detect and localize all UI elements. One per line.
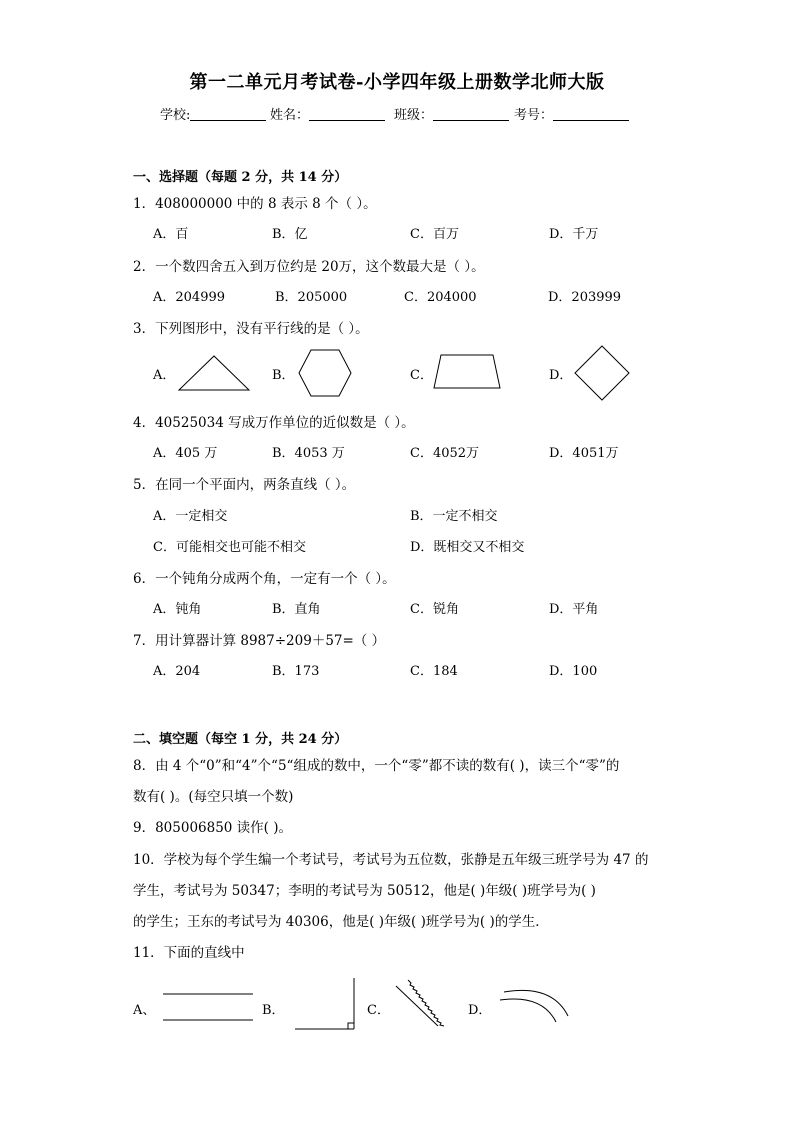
- q2-option-d[interactable]: D．203999: [548, 290, 622, 305]
- q11-text: 11．下面的直线中: [133, 945, 245, 961]
- q6-text: 6．一个钝角分成两个角，一定有一个（ ）。: [133, 571, 396, 587]
- q4-text: 4．40525034 写成万作单位的近似数是（ ）。: [133, 415, 415, 431]
- q5-option-a[interactable]: A．一定相交: [153, 509, 228, 524]
- q1-option-d[interactable]: D．千万: [549, 227, 599, 242]
- q7-option-b[interactable]: B．173: [272, 664, 320, 679]
- right-angle-figure: [294, 976, 358, 1032]
- q7-option-c[interactable]: C．184: [410, 664, 458, 679]
- q2-option-a[interactable]: A．204999: [153, 290, 226, 305]
- number-label: 考号：: [514, 108, 554, 123]
- q8-line1: 8．由 4 个“0”和“4”个“5“组成的数中，一个“零”都不读的数有( )，读三个“零”的: [133, 758, 620, 774]
- q3-option-b[interactable]: B．: [272, 368, 295, 383]
- q3-option-a[interactable]: A．: [153, 368, 176, 383]
- q6-option-a[interactable]: A．钝角: [153, 602, 202, 617]
- q1-option-b[interactable]: B．亿: [272, 227, 308, 242]
- class-field[interactable]: [394, 104, 509, 123]
- q4-option-b[interactable]: B．4053 万: [272, 446, 345, 461]
- q1-option-c[interactable]: C．百万: [410, 227, 459, 242]
- q11-option-a[interactable]: A、: [133, 1003, 156, 1018]
- q9-text: 9．805006850 读作( )。: [133, 820, 293, 836]
- q10-line1: 10．学校为每个学生编一个考试号，考试号为五位数，张静是五年级三班学号为 47 的: [133, 852, 649, 868]
- q4-option-a[interactable]: A．405 万: [153, 446, 218, 461]
- class-label: 班级：: [394, 108, 434, 123]
- name-label: 姓名：: [270, 108, 310, 123]
- curved-lines-figure: [498, 986, 572, 1026]
- q8-line2: 数有( )。(每空只填一个数): [133, 789, 294, 805]
- q1-text: 1．408000000 中的 8 表示 8 个（ ）。: [133, 196, 377, 212]
- name-field[interactable]: [270, 104, 385, 123]
- school-label: 学校:: [160, 108, 191, 123]
- rhombus-shape: [574, 345, 630, 401]
- q5-text: 5．在同一个平面内，两条直线（ ）。: [133, 477, 356, 493]
- q2-option-b[interactable]: B．205000: [275, 290, 348, 305]
- q7-text: 7．用计算器计算 8987÷209＋57=（ ）: [133, 633, 386, 649]
- hexagon-shape: [298, 349, 352, 397]
- q10-line2: 学生，考试号为 50347；李明的考试号为 50512，他是( )年级( )班学号为( ): [133, 883, 596, 899]
- q6-option-c[interactable]: C．锐角: [410, 602, 459, 617]
- q2-option-c[interactable]: C．204000: [404, 290, 477, 305]
- name-blank[interactable]: [309, 108, 385, 121]
- q11-option-d[interactable]: D．: [468, 1003, 492, 1018]
- q3-option-d[interactable]: D．: [549, 368, 573, 383]
- q10-line3: 的学生；王东的考试号为 40306，他是( )年级( )班学号为( )的学生．: [133, 914, 549, 930]
- number-blank[interactable]: [553, 108, 629, 121]
- q4-option-d[interactable]: D．4051万: [549, 446, 619, 461]
- class-blank[interactable]: [433, 108, 509, 121]
- school-blank[interactable]: [190, 108, 266, 121]
- diagonal-lines-figure: [394, 978, 460, 1028]
- q6-option-d[interactable]: D．平角: [549, 602, 599, 617]
- number-field[interactable]: [514, 104, 629, 123]
- page-title: 第一二单元月考试卷-小学四年级上册数学北师大版: [189, 72, 605, 93]
- section2-heading: 二、填空题（每空 1 分，共 24 分）: [133, 732, 348, 747]
- q2-text: 2．一个数四舍五入到万位约是 20万，这个数最大是（ ）。: [133, 259, 485, 275]
- q5-option-c[interactable]: C．可能相交也可能不相交: [153, 540, 306, 555]
- q11-option-c[interactable]: C．: [367, 1003, 390, 1018]
- q1-option-a[interactable]: A．百: [153, 227, 189, 242]
- q4-option-c[interactable]: C．4052万: [410, 446, 480, 461]
- q11-option-b[interactable]: B．: [262, 1003, 285, 1018]
- q7-option-a[interactable]: A．204: [153, 664, 201, 679]
- q7-option-d[interactable]: D．100: [549, 664, 598, 679]
- q6-option-b[interactable]: B．直角: [272, 602, 321, 617]
- parallel-lines-figure: [162, 990, 254, 1024]
- q5-option-b[interactable]: B．一定不相交: [410, 509, 498, 524]
- q5-option-d[interactable]: D．既相交又不相交: [410, 540, 525, 555]
- section1-heading: 一、选择题（每题 2 分，共 14 分）: [133, 170, 348, 185]
- triangle-shape: [178, 354, 250, 394]
- trapezoid-shape: [433, 354, 501, 390]
- school-field[interactable]: [160, 104, 266, 123]
- q3-text: 3．下列图形中，没有平行线的是（ ）。: [133, 321, 369, 337]
- q3-option-c[interactable]: C．: [410, 368, 433, 383]
